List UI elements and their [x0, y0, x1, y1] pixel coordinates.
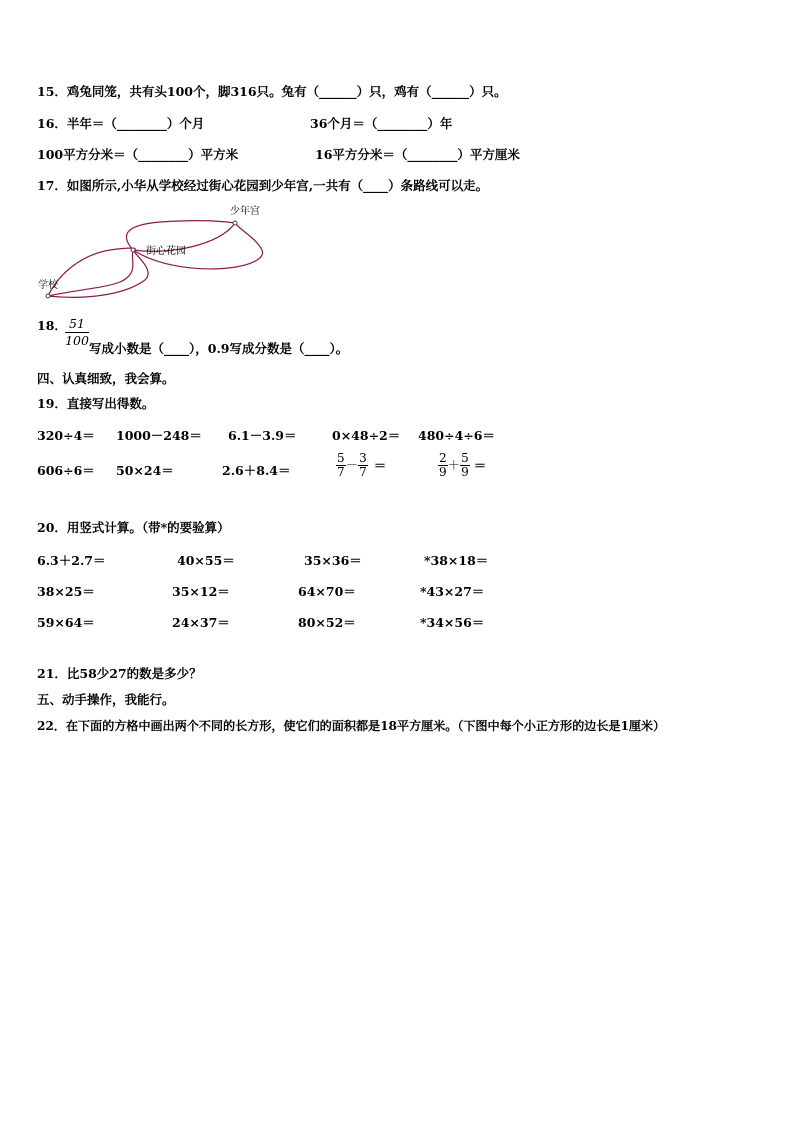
calc-20-9: 59×64＝ — [37, 615, 95, 630]
question-17: 17．如图所示,小华从学校经过街心花园到少年宫,一共有（____）条路线可以走。 — [37, 178, 489, 193]
calc-19-1: 320÷4＝ — [37, 428, 95, 443]
calc-20-11: 80×52＝ — [298, 615, 356, 630]
calc-20-7: 64×70＝ — [298, 584, 356, 599]
calc-19-2: 1000－248＝ — [116, 428, 202, 443]
calc-20-6: 35×12＝ — [172, 584, 230, 599]
calc-20-2: 40×55＝ — [177, 553, 235, 568]
fraction-denominator: 100 — [65, 333, 89, 348]
calc-19-7: 50×24＝ — [116, 463, 174, 478]
question-16-sq-cm: 16平方分米＝（________）平方厘米 — [315, 147, 520, 162]
route-school-garden-2 — [48, 250, 133, 296]
calc-19-5: 480÷4÷6＝ — [418, 428, 495, 443]
calc-20-12: *34×56＝ — [420, 615, 485, 630]
calc-20-3: 35×36＝ — [304, 553, 362, 568]
calc-20-1: 6.3＋2.7＝ — [37, 553, 106, 568]
question-20-title: 20．用竖式计算。（带*的要验算） — [37, 520, 230, 535]
fraction-5-9: $\frac{5}{9}$ — [461, 451, 469, 479]
palace-point — [233, 221, 237, 225]
calc-19-3: 6.1－3.9＝ — [228, 428, 297, 443]
garden-label: 街心花园 — [146, 246, 186, 257]
question-18-text: 写成小数是（____），0.9写成分数是（____）。 — [89, 341, 349, 356]
calc-19-8: 2.6＋8.4＝ — [222, 463, 291, 478]
fraction-5-7: $\frac{5}{7}$ — [337, 451, 345, 479]
question-19-title: 19．直接写出得数。 — [37, 396, 155, 411]
question-16-months: 36个月＝（________）年 — [310, 116, 453, 131]
question-22: 22．在下面的方格中画出两个不同的长方形，使它们的面积都是18平方厘米。（下图中每个小正方形的边长是1厘米） — [37, 719, 666, 733]
calc-20-5: 38×25＝ — [37, 584, 95, 599]
school-label: 学校 — [38, 280, 58, 291]
question-21: 21．比58少27的数是多少？ — [37, 666, 202, 681]
fraction-expression-1: $\frac{5}{7}$ － $\frac{3}{7}$ ＝ — [337, 451, 387, 479]
fraction-numerator: 51 — [65, 316, 89, 333]
question-15: 15．鸡兔同笼，共有头100个，脚316只。兔有（______）只，鸡有（______）只。 — [37, 84, 507, 99]
section-5-heading: 五、动手操作，我能行。 — [37, 692, 175, 707]
calc-20-8: *43×27＝ — [420, 584, 485, 599]
route-map — [30, 200, 280, 305]
section-4-heading: 四、认真细致，我会算。 — [37, 371, 175, 386]
calc-19-4: 0×48÷2＝ — [332, 428, 401, 443]
garden-point — [131, 248, 135, 252]
calc-20-4: *38×18＝ — [424, 553, 489, 568]
fraction-51-100 — [65, 316, 89, 349]
question-16-half-year: 16．半年＝（________）个月 — [37, 116, 205, 131]
fraction-3-7: $\frac{3}{7}$ — [359, 451, 367, 479]
school-point — [46, 294, 50, 298]
calc-19-6: 606÷6＝ — [37, 463, 95, 478]
palace-label: 少年宫 — [230, 206, 260, 217]
fraction-expression-2: $\frac{2}{9}$ ＋ $\frac{5}{9}$ ＝ — [439, 451, 487, 479]
question-18: 18． — [37, 318, 67, 333]
fraction-2-9: $\frac{2}{9}$ — [439, 451, 447, 479]
route-lines — [48, 221, 262, 298]
calc-20-10: 24×37＝ — [172, 615, 230, 630]
question-16-sq-dm: 100平方分米＝（________）平方米 — [37, 147, 239, 162]
